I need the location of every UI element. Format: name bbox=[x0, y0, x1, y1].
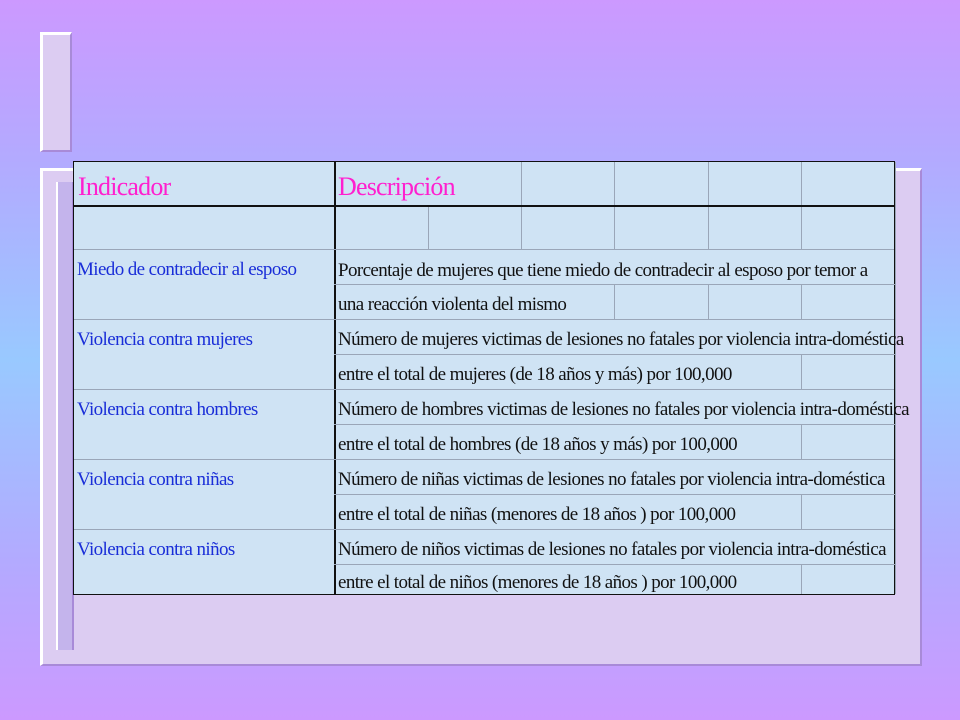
indicator-label: Violencia contra hombres bbox=[77, 399, 258, 420]
grid-line bbox=[895, 162, 896, 594]
grid-line bbox=[334, 494, 896, 495]
grid-line bbox=[334, 354, 896, 355]
description-line: una reacción violenta del mismo bbox=[338, 294, 567, 315]
grid-line bbox=[801, 564, 802, 594]
description-line: Número de niños victimas de lesiones no fatales por violencia intra-doméstica bbox=[338, 539, 886, 560]
description-line: entre el total de mujeres (de 18 años y más) por 100,000 bbox=[338, 364, 732, 385]
indicator-label: Violencia contra niñas bbox=[77, 469, 234, 490]
description-line: entre el total de hombres (de 18 años y más) por 100,000 bbox=[338, 434, 738, 455]
header-divider bbox=[74, 205, 894, 207]
indicator-table bbox=[73, 161, 909, 595]
grid-line bbox=[334, 284, 896, 285]
header-descripcion: Descripción bbox=[338, 172, 455, 201]
grid-line bbox=[801, 354, 802, 389]
grid-line bbox=[428, 206, 429, 250]
grid-line bbox=[74, 459, 894, 460]
grid-line bbox=[334, 564, 896, 565]
header-indicador: Indicador bbox=[78, 172, 171, 201]
grid-line bbox=[74, 529, 894, 530]
grid-line bbox=[801, 424, 802, 459]
grid-line bbox=[74, 389, 894, 390]
description-line: entre el total de niños (menores de 18 años ) por 100,000 bbox=[338, 572, 737, 593]
description-line: entre el total de niñas (menores de 18 años ) por 100,000 bbox=[338, 504, 736, 525]
decorative-bar-top bbox=[40, 32, 72, 152]
grid-line bbox=[74, 319, 894, 320]
grid-line bbox=[614, 284, 615, 319]
grid-line bbox=[801, 494, 802, 529]
description-line: Número de hombres victimas de lesiones no fatales por violencia intra-doméstica bbox=[338, 399, 909, 420]
indicator-label: Miedo de contradecir al esposo bbox=[77, 259, 297, 280]
description-line: Porcentaje de mujeres que tiene miedo de contradecir al esposo por temor a bbox=[338, 260, 868, 281]
grid-line bbox=[74, 249, 894, 250]
indicator-label: Violencia contra mujeres bbox=[77, 329, 253, 350]
grid-line bbox=[334, 424, 896, 425]
indicator-label: Violencia contra niños bbox=[77, 539, 235, 560]
description-line: Número de mujeres victimas de lesiones no fatales por violencia intra-doméstica bbox=[338, 329, 904, 350]
grid-line bbox=[801, 284, 802, 319]
grid-line bbox=[708, 284, 709, 319]
description-line: Número de niñas victimas de lesiones no fatales por violencia intra-doméstica bbox=[338, 469, 885, 490]
decorative-bar-left bbox=[56, 182, 74, 650]
